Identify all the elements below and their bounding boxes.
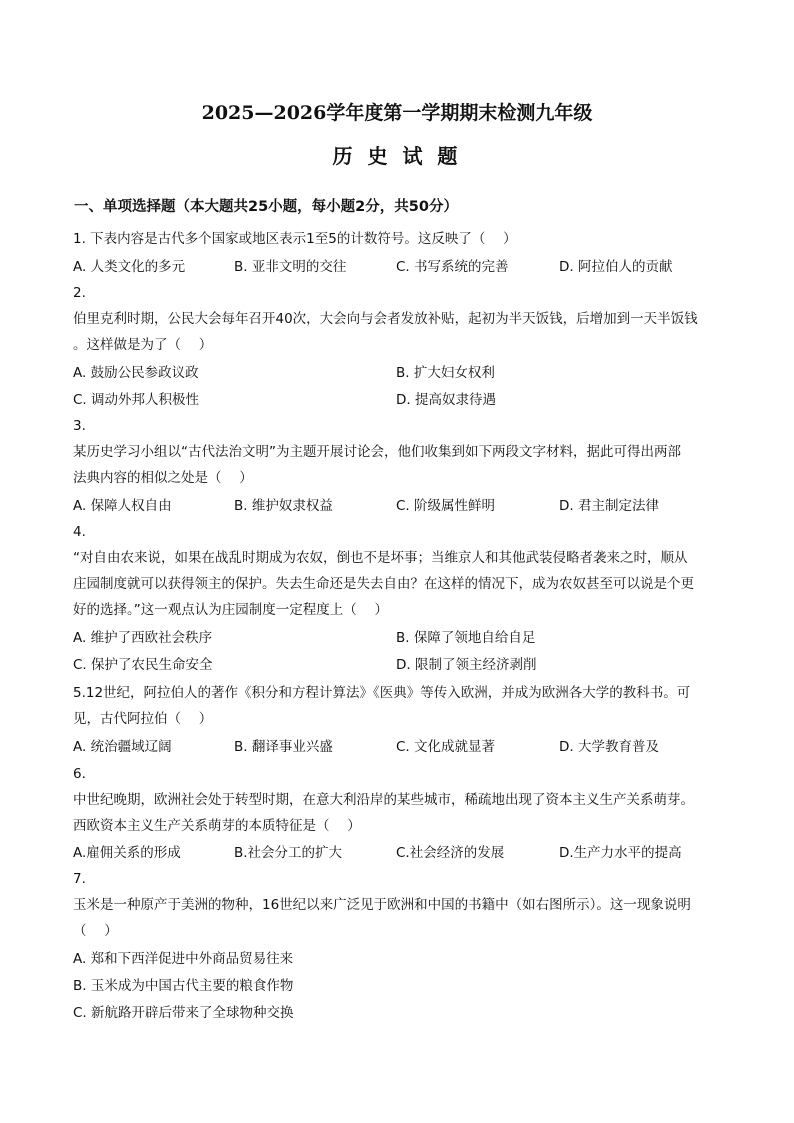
question-2-option-c: C. 调动外邦人积极性	[73, 392, 200, 408]
exam-subtitle: 历 史 试 题	[332, 144, 462, 168]
question-7-option-c: C. 新航路开辟后带来了全球物种交换	[73, 1005, 294, 1021]
question-2-number: 2.	[73, 285, 86, 301]
question-5-option-a: A. 统治疆域辽阔	[73, 739, 172, 755]
question-7-stem-line-2: （ ）	[73, 923, 118, 939]
question-4-stem-line-2: 庄园制度就可以获得领主的保护。失去生命还是失去自由？在这样的情况下，成为农奴甚至可以说是个更	[73, 576, 694, 592]
question-2-stem-line-1: 伯里克利时期，公民大会每年召开40次，大会向与会者发放补贴，起初为半天饭钱，后增加到一天半饭钱	[73, 311, 698, 327]
question-4-number: 4.	[73, 524, 86, 540]
question-7-option-a: A. 郑和下西洋促进中外商品贸易往来	[73, 951, 294, 967]
question-7-stem-line-1: 玉米是一种原产于美洲的物种，16世纪以来广泛见于欧洲和中国的书籍中（如右图所示）。这一现象说明	[73, 897, 691, 913]
question-4-option-b: B. 保障了领地自给自足	[396, 630, 536, 646]
question-4-option-c: C. 保护了农民生命安全	[73, 657, 213, 673]
question-1-stem: 1. 下表内容是古代多个国家或地区表示1至5的计数符号。这反映了（ ）	[73, 231, 517, 247]
question-2-option-a: A. 鼓励公民参政议政	[73, 365, 199, 381]
question-3-option-c: C. 阶级属性鲜明	[396, 498, 496, 514]
question-2-option-b: B. 扩大妇女权利	[396, 365, 495, 381]
question-3-number: 3.	[73, 418, 86, 434]
question-6-option-d: D.生产力水平的提高	[559, 845, 682, 861]
question-5-stem-line-1: 5.12世纪，阿拉伯人的著作《积分和方程计算法》《医典》等传入欧洲，并成为欧洲各大学的教科书。可	[73, 685, 691, 701]
question-5-stem-line-2: 见，古代阿拉伯（ ）	[73, 711, 213, 727]
question-4-stem-line-3: 好的选择。”这一观点认为庄园制度一定程度上（ ）	[73, 602, 389, 618]
question-1-option-c: C. 书写系统的完善	[396, 259, 509, 275]
question-6-option-c: C.社会经济的发展	[396, 845, 505, 861]
question-4-option-a: A. 维护了西欧社会秩序	[73, 630, 213, 646]
question-2-option-d: D. 提高奴隶待遇	[396, 392, 496, 408]
question-5-option-c: C. 文化成就显著	[396, 739, 496, 755]
question-3-stem-line-2: 法典内容的相似之处是（ ）	[73, 470, 253, 486]
question-1-option-d: D. 阿拉伯人的贡献	[559, 259, 673, 275]
question-4-option-d: D. 限制了领主经济剥削	[396, 657, 537, 673]
question-3-option-b: B. 维护奴隶权益	[234, 498, 333, 514]
question-6-stem-line-2: 西欧资本主义生产关系萌芽的本质特征是（ ）	[73, 818, 361, 834]
question-6-number: 6.	[73, 766, 86, 782]
question-3-option-d: D. 君主制定法律	[559, 498, 659, 514]
question-1-option-b: B. 亚非文明的交往	[234, 259, 347, 275]
question-6-option-b: B.社会分工的扩大	[234, 845, 343, 861]
question-5-option-b: B. 翻译事业兴盛	[234, 739, 333, 755]
question-6-option-a: A.雇佣关系的形成	[73, 845, 181, 861]
question-1-option-a: A. 人类文化的多元	[73, 259, 186, 275]
question-6-stem-line-1: 中世纪晚期，欧洲社会处于转型时期，在意大利沿岸的某些城市，稀疏地出现了资本主义生产关系萌芽。	[73, 792, 694, 808]
question-7-option-b: B. 玉米成为中国古代主要的粮食作物	[73, 978, 294, 994]
question-3-option-a: A. 保障人权自由	[73, 498, 172, 514]
question-2-stem-line-2: 。这样做是为了（ ）	[73, 337, 213, 353]
section-heading: 一、单项选择题（本大题共25小题，每小题2分，共50分）	[74, 199, 458, 215]
question-5-option-d: D. 大学教育普及	[559, 739, 659, 755]
question-7-number: 7.	[73, 871, 86, 887]
question-4-stem-line-1: “对自由农来说，如果在战乱时期成为农奴，倒也不是坏事；当维京人和其他武装侵略者袭来之时，顺从	[73, 550, 688, 566]
question-3-stem-line-1: 某历史学习小组以“古代法治文明”为主题开展讨论会，他们收集到如下两段文字材料，据此可得出两部	[73, 444, 681, 460]
exam-title: 2025—2026学年度第一学期期末检测九年级	[201, 102, 593, 124]
